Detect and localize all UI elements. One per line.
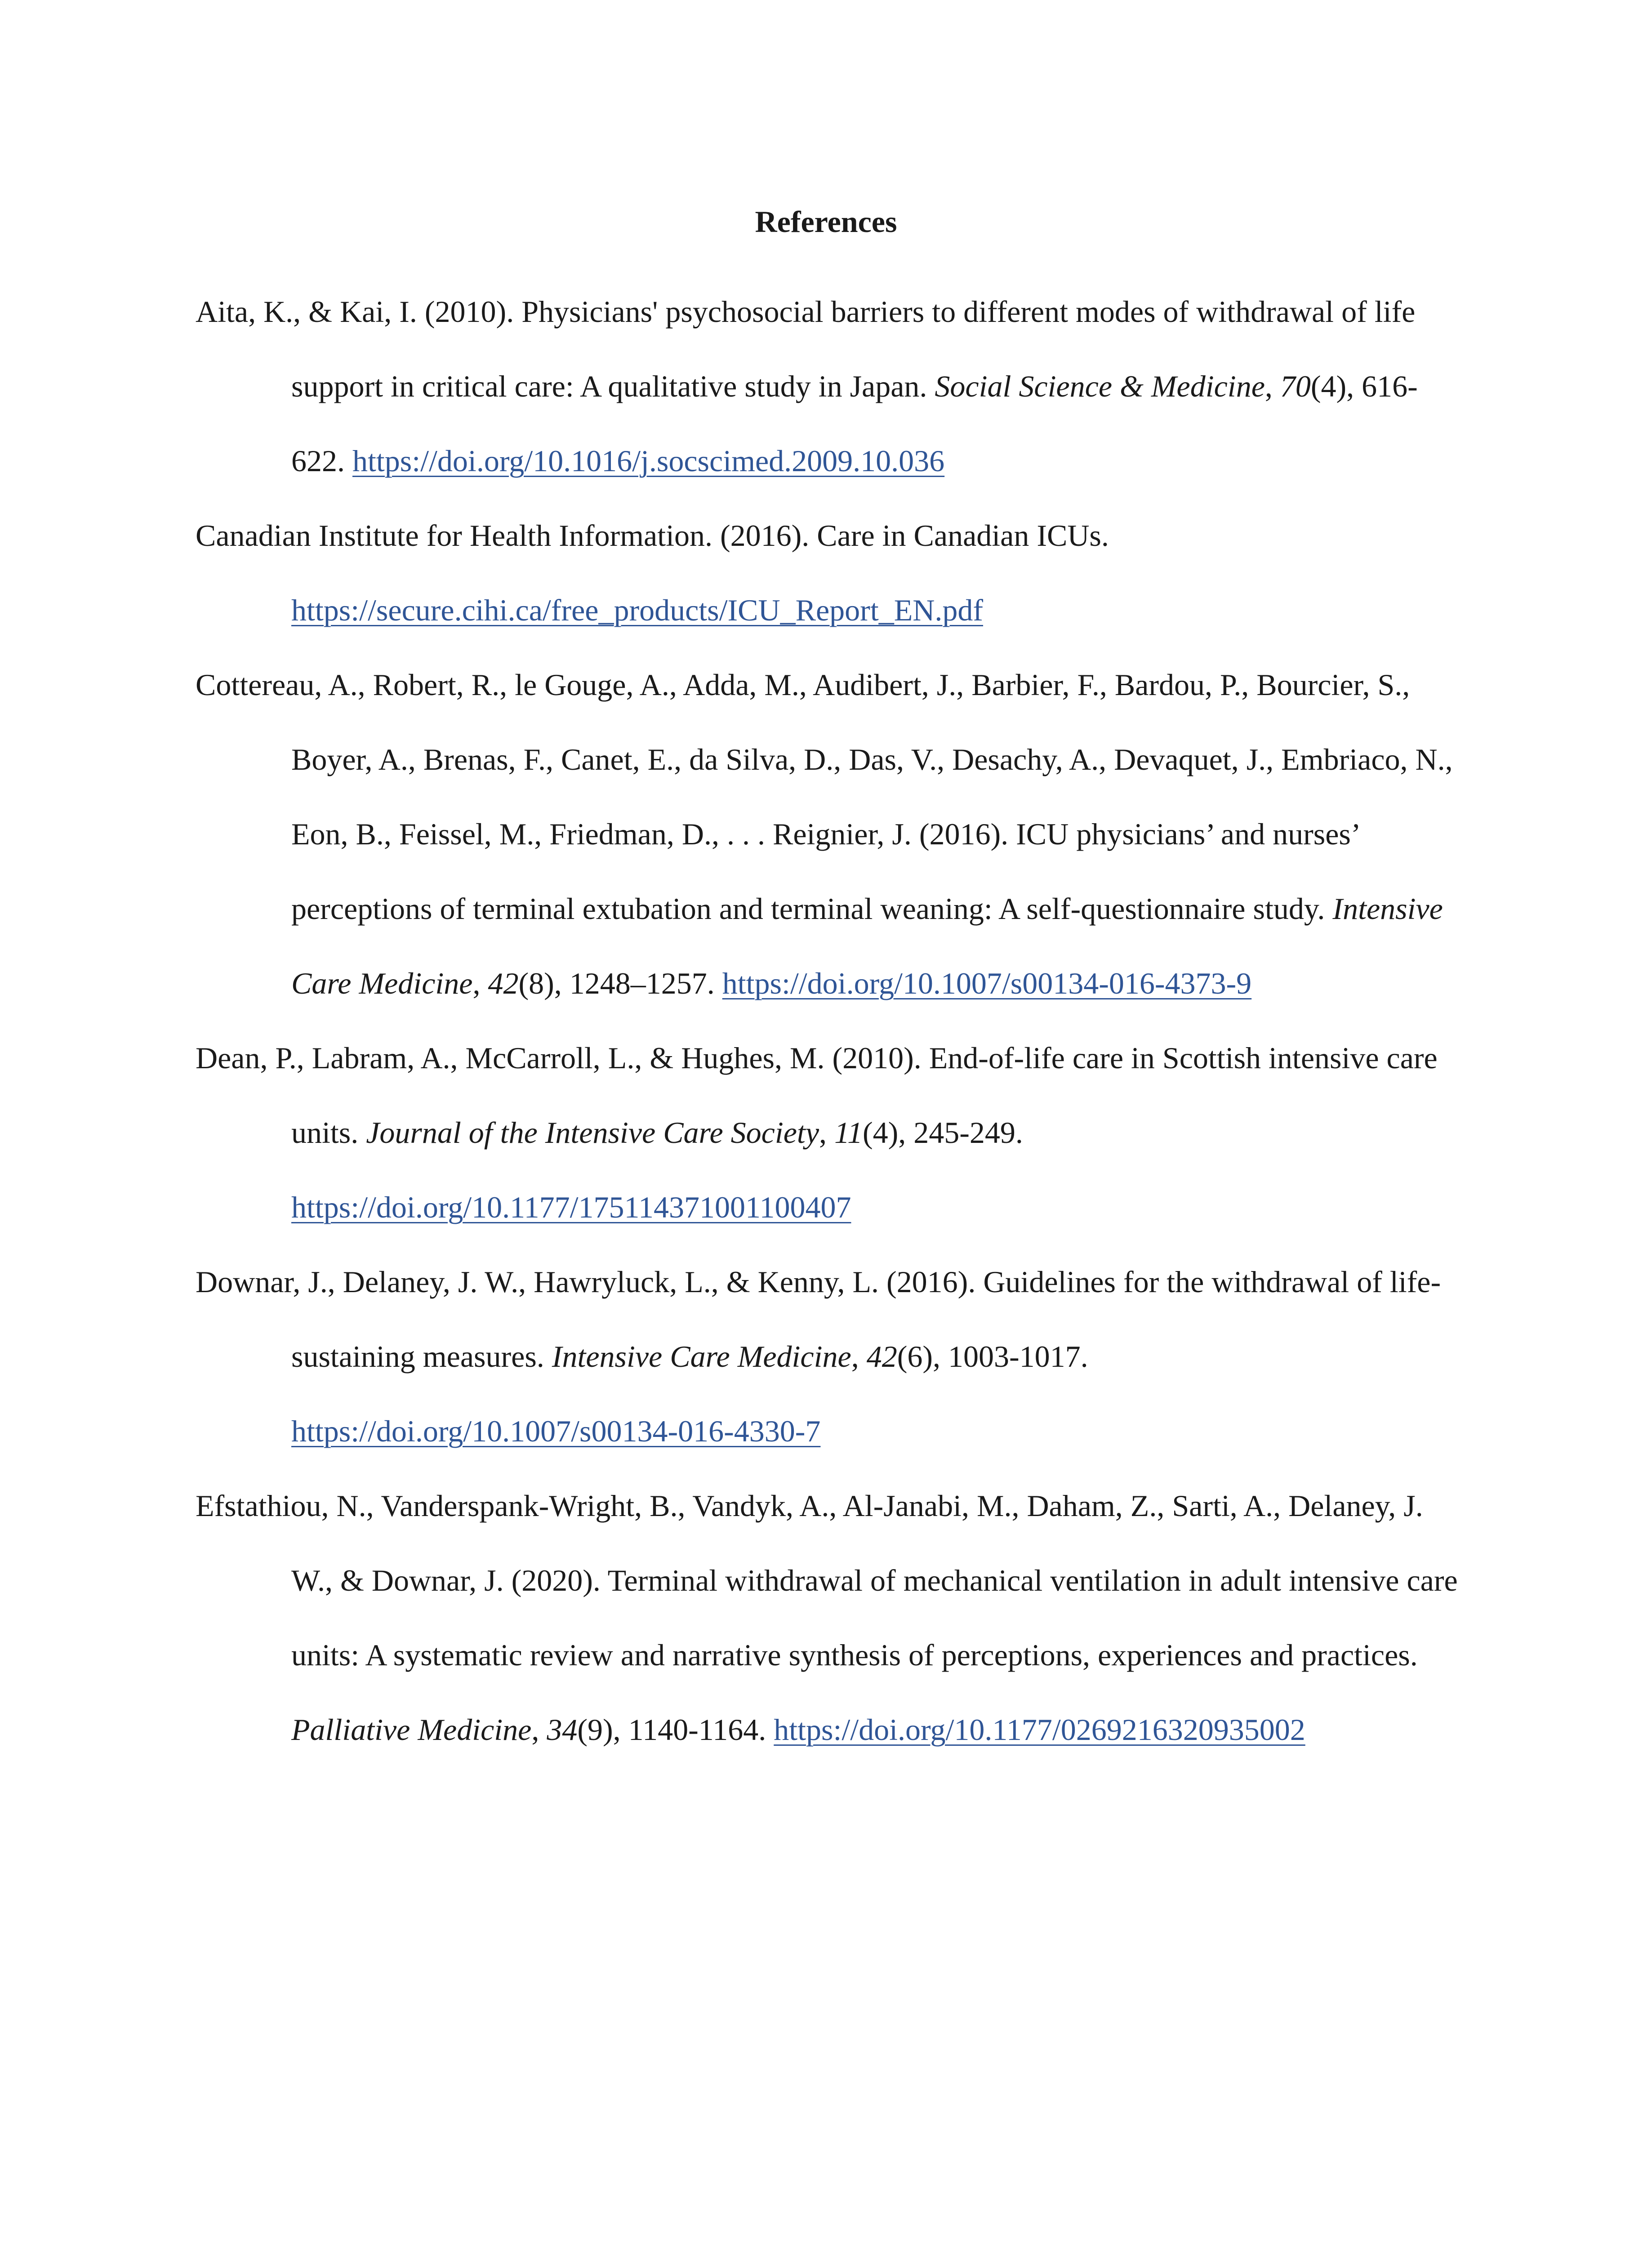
journal-volume: 11	[834, 1115, 863, 1150]
doi-link[interactable]: https://doi.org/10.1007/s00134-016-4373-9	[722, 966, 1252, 1000]
journal-title: Journal of the Intensive Care Society	[366, 1115, 819, 1150]
doi-link[interactable]: https://doi.org/10.1177/0269216320935002	[774, 1713, 1305, 1747]
reference-entry-aita-2010	[196, 274, 1463, 498]
reference-entry-dean-2010	[196, 1021, 1463, 1244]
reference-entry-downar-2016	[196, 1244, 1463, 1468]
report-link[interactable]: https://secure.cihi.ca/free_products/ICU_Report_EN.pdf	[291, 593, 983, 627]
reference-issue-pages: (4), 245-249.	[862, 1115, 1023, 1150]
journal-title: Intensive Care Medicine	[291, 892, 1443, 1000]
doi-link[interactable]: https://doi.org/10.1177/175114371001100407	[291, 1190, 851, 1224]
reference-text: Canadian Institute for Health Information. (2016). Care in Canadian ICUs.	[196, 518, 1109, 553]
reference-issue-pages: (6), 1003-1017.	[897, 1339, 1088, 1374]
reference-separator: ,	[819, 1115, 834, 1150]
journal-volume: 34	[547, 1713, 578, 1747]
reference-separator: ,	[851, 1339, 867, 1374]
reference-text: Cottereau, A., Robert, R., le Gouge, A., Adda, M., Audibert, J., Barbier, F., Bardou, P., Bourcier, S., Boyer, A., Brenas, F., Canet, E., da Silva, D., Das, V., Desachy, A., Devaquet, J., Embriaco, N., Eon, B., Feissel, M., Friedman, D., . . . Reignier, J. (2016). ICU physicians’ and nurses’ perceptions of terminal extubation and terminal weaning: A self-questionnaire study.	[196, 668, 1453, 926]
reference-separator: ,	[1265, 369, 1280, 403]
journal-title: Social Science & Medicine	[935, 369, 1265, 403]
reference-issue-pages: (4), 616-622.	[291, 369, 1418, 478]
reference-entry-efstathiou-2020	[196, 1468, 1463, 1767]
reference-issue-pages: (8), 1248–1257.	[518, 966, 722, 1000]
reference-text: Dean, P., Labram, A., McCarroll, L., & Hughes, M. (2010). End-of-life care in Scottish intensive care units.	[196, 1041, 1438, 1150]
reference-list	[196, 274, 1463, 1767]
reference-entry-cottereau-2016	[196, 647, 1463, 1021]
journal-title: Palliative Medicine	[291, 1713, 532, 1747]
journal-volume: 42	[866, 1339, 897, 1374]
doi-link[interactable]: https://doi.org/10.1016/j.socscimed.2009.10.036	[352, 444, 945, 478]
journal-volume: 70	[1280, 369, 1311, 403]
page-title: References	[755, 205, 897, 239]
journal-volume: 42	[488, 966, 519, 1000]
reference-separator: ,	[531, 1713, 547, 1747]
journal-title: Intensive Care Medicine	[552, 1339, 851, 1374]
doi-link[interactable]: https://doi.org/10.1007/s00134-016-4330-7	[291, 1414, 821, 1448]
reference-text: Aita, K., & Kai, I. (2010). Physicians' psychosocial barriers to different modes of withdrawal of life support in critical care: A qualitative study in Japan.	[196, 294, 1416, 403]
reference-text: Efstathiou, N., Vanderspank-Wright, B., Vandyk, A., Al-Janabi, M., Daham, Z., Sarti, A., Delaney, J. W., & Downar, J. (2020). Terminal withdrawal of mechanical ventilation in adult intensive care units: A systematic review and narrative synthesis of perceptions, experiences and practices.	[196, 1489, 1458, 1672]
reference-separator: ,	[472, 966, 488, 1000]
reference-issue-pages: (9), 1140-1164.	[577, 1713, 774, 1747]
reference-entry-cihi-2016	[196, 498, 1463, 647]
reference-text: Downar, J., Delaney, J. W., Hawryluck, L., & Kenny, L. (2016). Guidelines for the withdrawal of life-sustaining measures.	[196, 1265, 1441, 1374]
